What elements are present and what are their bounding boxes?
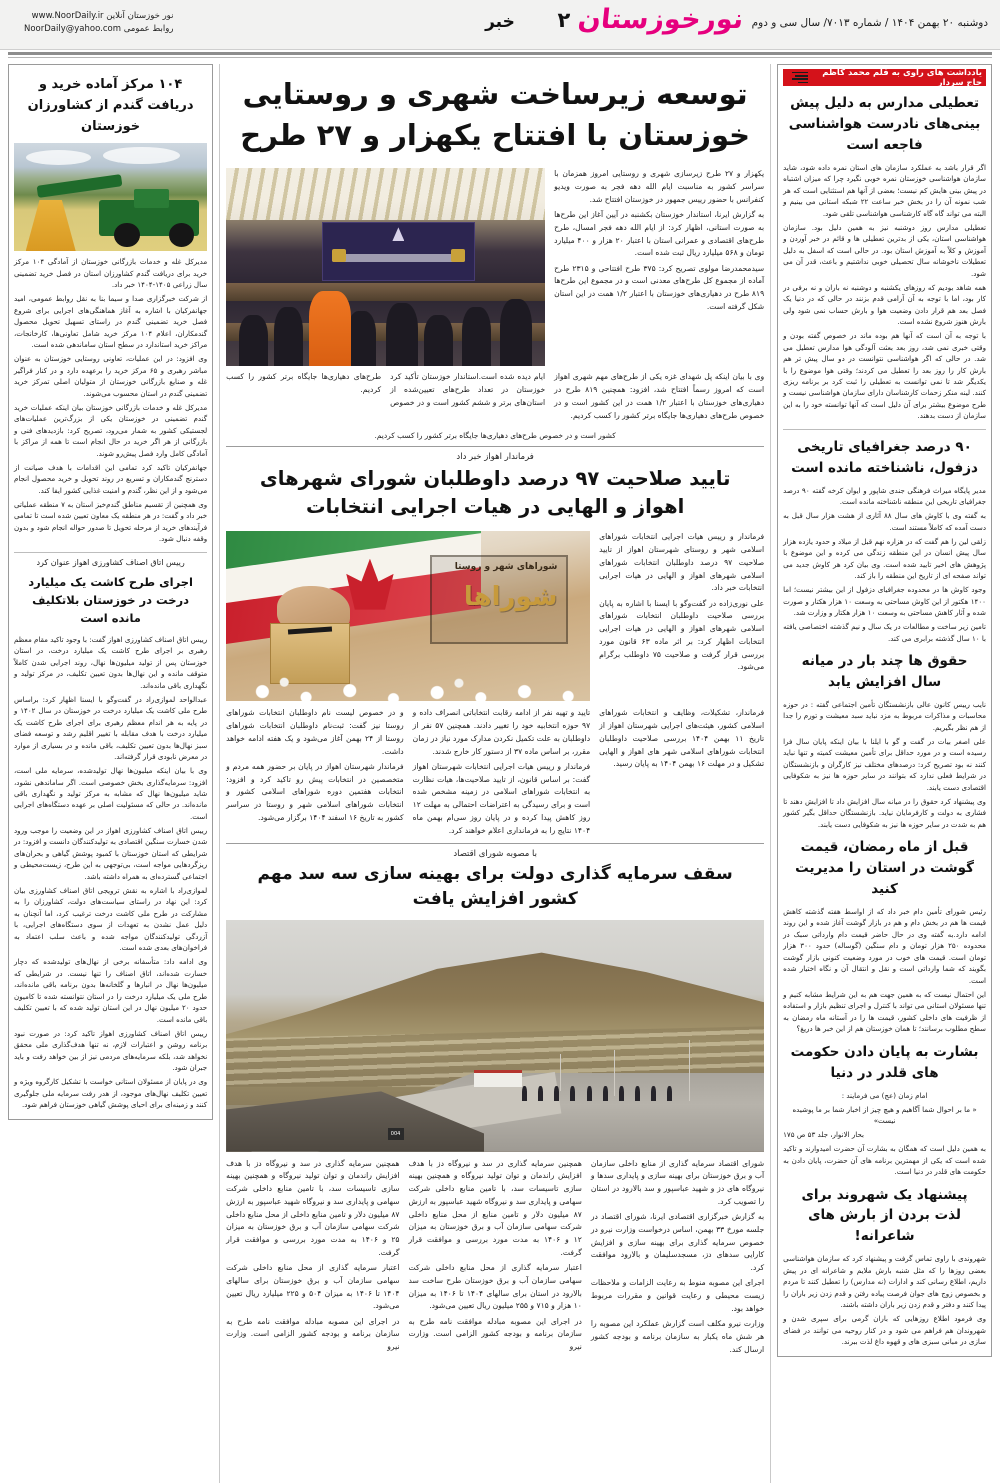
issue-date-line: دوشنبه ۲۰ بهمن ۱۴۰۴ / شماره ۷۰۱۳/ سال سی و دوم — [751, 17, 988, 29]
paragraph: تعطیلی مدارس روز دوشنبه نیز به همین دلیل بود. سازمان هواشناسی استان، یکی از بدترین تعطیلی ها و قائم در خبر آوردن و آموزش و کلاً به آموزش استان بود. در حالی است که اسفل به دلیل تعطیلات ناخوشانه سال تحصیلی خوبی نداشتیم و باعث، قدر آن می شود. — [783, 222, 986, 278]
main-column — [226, 64, 764, 1483]
paragraph: تایید و تهیه نفر از ادامه رقابت انتخاباتی انصراف داده و ۹۷ حوزه انتخابیه خود را تغییر دادند. همچنین ۵۷ نفر از داوطلبان به علت تکمیل نکردن مدارک مورد نیاز در زمان مقرر، بر اساس ماده ۳۷ از دستور کار خارج شدند. — [412, 708, 591, 756]
right-sidebar — [777, 64, 992, 1483]
sidebar-story4-body — [783, 906, 986, 1035]
paragraph: همه شاهد بودیم که روزهای یکشنبه و دوشنبه نه باران و نه برفی در کار بود، اما با توجه به آن آرامی قدم بزنند در حالی که در دنیا یک فصل بعد هم قرار دادن وضعیت هوا و بارش حساب نمی شود ولی بارش هنوز شروع نشده است. — [783, 282, 986, 327]
paragraph: رییس اتاق اصناف کشاورزی اهواز گفت: با وجود تاکید مقام معظم رهبری بر اجرای طرح کاشت یک میلیارد درخت، در استان خوزستان پس از تولید میلیون‌ها نهال، روند اجرایی شدن کاملاً متوقف مانده و این نهال‌ها بدون تعیین تکلیف، در مرکز تولید و نگهداری باقی مانده‌اند. — [14, 634, 208, 690]
paragraph: اجرای این مصوبه منوط به رعایت الزامات و ملاحظات زیست محیطی و رعایت قوانین و مقررات مربوط خواهد بود. — [590, 1278, 765, 1313]
section-title: خبر — [485, 12, 515, 32]
council-election-poster: شوراهای شهر و روستا شوراها — [226, 531, 590, 701]
divider — [226, 446, 764, 447]
paragraph: وزارت نیرو مکلف است گزارش عملکرد این مصوبه را هر شش ماه یکبار به سازمان برنامه و بودجه کشور ارسال کند. — [590, 1319, 765, 1354]
paragraph: فرماندار شهرستان اهواز در پایان بر حضور همه مردم و متخصصین در انتخابات پیش رو تاکید کرد و افزود: انتخابات هفتمین دوره شوراهای اسلامی کشور و انتخابات شوراهای اسلامی شهر و روستا در سراسر کشور به تاریخ ۱۶ اسفند ۱۴۰۴ برگزار می‌شود. — [226, 761, 404, 822]
paragraph: وی ادامه داد: متأسفانه برخی از نهال‌های تولیدشده که دچار خسارت شده‌اند، اتاق اصناف را تنها نیست. در شرایطی که میلیون‌ها نهال در انبارها و گلخانه‌ها بدون برنامه باقی مانده‌اند، طرح ملی یک میلیارد درخت را در استان نتوانسته شده تا کامیون حدود ۲۰ میلیون نهال در این استان تولید شده که با تعیین تکلیف باقی مانده است. — [14, 957, 208, 1024]
sidebar-story6-headline: پیشنهاد یک شهروند برای لذت بردن از بارش های شاعرانه! — [801, 1186, 968, 1245]
paragraph: « ما بر احوال شما آگاهیم و هیچ چیز از اخبار شما بر ما پوشیده نیست» — [792, 1104, 977, 1126]
paragraph: وی با بیان اینکه پل شهدای غزه یکی از طرح‌های مهم شهری اهواز است که امروز رسماً افتتاح شد، افزود: همچنین ۸۱۹ طرح در دهیاری‌های خوزستان با اعتبار ۱/۲ همت در این کشور است و در خصوص طرح‌های دهیاری‌ها جایگاه برتر کشور را کسب کردیم. — [554, 372, 765, 420]
main-story1-lead — [554, 168, 764, 366]
paragraph: تامین زیر ساخت و مطالعات در یک سال و نیم گذشته اختصاصی یافته با ۱۰ سال گذشته برابری می کند. — [783, 622, 986, 643]
left-column-box — [8, 64, 213, 1120]
paragraph: علی اصغر بیات در گفت و گو با ایلنا با بیان اینکه پایان سال فرا رسیده است و در مورد حداقل برای تأمین معیشت کمیته و تنها نباید کنند نه بود تصریح کرد: درصدهای مختلف نیز کارگران و بازنشستگان در شرایط فعلی ندارد که بتوانند در سایر حوزه ها نیز به شکوفایی اقتصادی دست یابند. — [783, 736, 986, 792]
wheat-harvest-photo — [14, 143, 207, 251]
paragraph: وی پیشنهاد کرد حقوق را در میانه سال افزایش داد تا افزایش دهند تا فشاری به دولت و کارفرمایان نیاید. بازنشستگان حداقل بگیر کشور هم به شدت در سایر حوزه ها نیز به شکوفایی دست یابند. — [783, 796, 986, 829]
paragraph: همچنین سرمایه گذاری در سد و نیروگاه دز با هدف افزایش راندمان و توان تولید نیروگاه و همچنین بهینه سازی تاسیسات سد، با تامین منابع داخلی شرکت سهامی و پایداری سد و نیروگاه شهید عباسپور به ارزش ۸۷ میلیون دلار و تامین منابع داخلی از محل منابع داخلی شرکت سهامی سازمان آب و برق خوزستان به میزان ۲۵ و ۱۴۰۶ به مدت مورد بررسی و موافقت قرار گرفت. — [226, 1158, 400, 1257]
notes-column-box — [777, 64, 992, 1357]
paragraph: در اجرای این مصوبه مبادله موافقت نامه طرح به سازمان برنامه و بودجه کشور الزامی است. وزارت نیرو — [408, 1316, 582, 1352]
left-story2-body — [14, 634, 207, 1111]
left-sidebar — [8, 64, 213, 1483]
paragraph: شورای اقتصاد سرمایه گذاری از منابع داخلی سازمان آب و برق خوزستان برای بهینه سازی و پایداری سدها و نیروگاه های دز و شهید عباسپور و سد بالارود در استان را تصویب کرد. — [590, 1158, 765, 1206]
masthead-rule-thin — [8, 57, 992, 58]
left-story2-kicker: رییس اتاق اصناف کشاورزی اهواز عنوان کرد — [36, 557, 185, 567]
paragraph: این احتمال نیست که به همین جهت هم به این شرایط مشابه کنیم و تنها مسئولان استانی می تواند با کنترل و اجرای تنظیم بازار و استفاده از ظرفیت های داخلی کشور، قیمت ها را در آستانه ماه رمضان به سطح مطلوب برسانند؛ تا همان خوزستان هم از این خبر ها دریغ؟ — [783, 989, 986, 1034]
main-story3-kicker: با مصوبه شورای اقتصاد — [453, 849, 537, 860]
sidebar-story5-body — [783, 1090, 986, 1178]
masthead-rule-thick — [8, 52, 992, 55]
paragraph: وی با بیان اینکه میلیون‌ها نهال تولیدشده، سرمایه ملی است، افزود: سرمایه‌گذاری بخش خصوصی است. اگر ساماندهی نشود، شاید میلیون‌ها نهال که مشابه به مرکز تولید و نگهداری باقی‌ مانده‌اند. در حالی که مسئولیت اصلی بر عهده دستگاه‌های اجرایی است. — [14, 766, 208, 821]
paragraph: سیدمحمدرضا مولوی تصریح کرد: ۳۷۵ طرح افتتاحی و ۲۳۱۵ طرح آماده از مجموع کل طرح‌های معدنی است و در مجموع این طرح‌ها ۸۱۹ طرح در دهیاری‌های خوزستان با اعتبار ۱/۲ همت در این استان شکل گرفته است. — [554, 263, 765, 311]
main-story2-body-right — [599, 531, 764, 674]
sidebar-story2-headline: ۹۰ درصد جغرافیای تاریخی دزفول، ناشناخته مانده است — [791, 438, 978, 476]
paragraph: فرماندار، تشکیلات، وظایف و انتخابات شوراهای اسلامی کشور، هیئت‌های اجرایی شهرستان اهواز از تاریخ ۱۱ بهمن ۱۴۰۴ بررسی صلاحیت داوطلبان انتخابات شوراهای اسلامی شهر های اهواز و الهایی تشکیل و در مهلت ۱۶ بهمن ۱۴۰۴ به پایان رسید. — [599, 708, 765, 769]
paragraph: ایام دیده شده است.استاندار خوزستان تأکید کرد خوزستان در تعداد طرح‌های تعیین‌شده از استان‌های برتر و ششم کشور است و در خصوص طرح‌های دهیاری‌ها جایگاه برتر کشور را کسب کردیم. — [226, 372, 546, 407]
paragraph: وجود کاوش ها در محدوده جغرافیای دزفول از این بیشتر نیست؛ اما ۱۴۰۰ هکتور از این کاوش مساحتی به وسعت ۱۰ هزار هکتار و صورت شده و آثار کاهش مساحتی به وسعت ۱۰ هزار هکتار و وزارت شد. — [783, 585, 986, 618]
email-line: روابط عمومی NoorDaily@yahoo.com — [24, 24, 174, 35]
paragraph: جهانفرکیان تاکید کرد تمامی این اقدامات با هدف صیانت از دسترنج گندمکاران و تسریع در روند تحویل و خرید محصول انجام می‌شود و از این نظر، گندم و امنیت غذایی کشور ایفا کند. — [14, 462, 208, 495]
sidebar-story2-body — [783, 485, 986, 644]
paragraph: علی نوری‌زاده در گفت‌وگو با ایسنا با اشاره به پایان بررسی صلاحیت داوطلبان انتخابات شوراهای اسلامی شهرهای اهواز و الهایی در هیات اجرایی انتخابات اظهار کرد: بر اثر ماده ۶۳ قانون مورد بررسی قرار گرفت و صلاحیت ۷۵ داوطلب برگرام می‌شود. — [599, 598, 765, 672]
paragraph: در اجرای این مصوبه مبادله موافقت نامه طرح به سازمان برنامه و بودجه کشور الزامی است. وزارت نیرو — [226, 1316, 400, 1352]
paragraph: اگر قرار باشد به عملکرد سازمان های استان نمره داده شود، شاید سازمان هواشناسی خوزستان نمره خوبی نگیرد چرا که میزان اشتباه در پیش بینی هایش کم نیست؛ بعضی از آنها هم استثنایی است که هر شب نمونه آن را در بخش خبر ساعت ۲۲ شبکه استانی می بینیم و البته می تواند گاه گاه کارشناسی هواشناسی تلقی شود. — [783, 162, 986, 218]
paragraph: فرماندار و رییس هیات اجرایی انتخابات شهرستان اهواز گفت: بر اساس قانون، از تایید صلاحیت‌ها، هیات نظارت به انتخابات شوراهای اسلامی در زمینه مشخص شده است و برای رسیدگی به اعتراضات احتمالی به مهلت ۱۲ روز کاهش پیدا کرده و در پایان روز سی‌ام بهمن ماه ۱۴۰۴ نتایج را به فرمانداری اعلام خواهند کرد. — [412, 761, 591, 835]
main-story3-headline: سقف سرمایه گذاری دولت برای بهینه سازی سه سد مهم کشور افزایش یافت — [257, 864, 733, 910]
paragraph: به گفته وی با کاوش های سال ۸۸ آثاری از هشت هزار سال قبل به دست آمده که کاملاً مستند است. — [783, 511, 986, 532]
sidebar-story3-headline: حقوق ها چند بار در میانه سال افزایش یابد — [801, 653, 968, 690]
sidebar-story4-headline: قبل از ماه رمضان، قیمت گوشت در استان را مدیریت کنید — [795, 839, 974, 898]
main-story2-headline: تایید صلاحیت ۹۷ درصد داوطلبان شورای شهرهای اهواز و الهایی در هیات اجرایی انتخابات — [259, 466, 731, 519]
main-story2-kicker: فرماندار اهواز خبر داد — [456, 451, 534, 462]
paragraph: رییس اتاق اصناف کشاورزی اهواز در این وضعیت را موجب ورود شدن خسارت سنگین اقتصادی به تولیدکنندگان دانست و افزود: در شرایطی که استان خوزستان با کمبود پوشش گیاهی و بحران‌های ریزگردهایی مواجه است، بی‌توجهی به این طرح، زیست‌محیطی و اجتماعی گسترده‌ای به همراه داشته باشد. — [14, 825, 208, 881]
sidebar-story6-body — [783, 1253, 986, 1347]
divider — [226, 843, 764, 844]
page-number: ۲ — [557, 7, 571, 32]
page-body — [0, 64, 1000, 1483]
paragraph: یکهزار و ۲۷ طرح زیرسازی شهری و روستایی امروز همزمان با سراسر کشور به مناسبت ایام الله دهه فجر به صورت ویدیو کنفرانس با حضور رییس جمهور در خوزستان افتتاح شد. — [554, 169, 765, 204]
paragraph: مدیرکل غله و خدمات بازرگانی خوزستان از آمادگی ۱۰۴ مرکز خرید برای دریافت گندم کشاورزان استان در فصل خرید تضمینی سال زراعی ۱۴۰۵-۱۴۰۴ خبر داد. — [14, 257, 208, 290]
paragraph: نایب رییس کانون عالی بازنشستگان تأمین اجتماعی گفته : در حوزه محاسبات و مذاکرات مربوط به مزد نباید سبد معیشت و تورم را جدا از هم نظر بگیریم. — [783, 699, 986, 732]
main-story1-headline: توسعه زیرساخت شهری و روستایی خوزستان با افتتاح یکهزار و ۲۷ طرح — [240, 77, 751, 153]
paper-logo: نورخوزستان — [576, 4, 746, 35]
paragraph: همچنین سرمایه گذاری در سد و نیروگاه دز با هدف افزایش راندمان و توان تولید نیروگاه و همچنین بهینه سازی تاسیسات سد، با تامین منابع داخلی شرکت سهامی و پایداری سد و نیروگاه شهید عباسپور به ارزش ۸۷ میلیون دلار و تامین منابع از محل منابع داخلی شرکت سهامی سازمان آب و برق خوزستان به میزان ۱۲ و ۱۴۰۶ به مدت مورد بررسی و موافقت قرار گرفت. — [408, 1158, 582, 1257]
governor-meeting-hall-photo — [226, 168, 545, 366]
paragraph: شهروندی با راوی تماس گرفت و پیشنهاد کرد که سازمان هواشناسی بعضی روزها را که مثل شنبه بارش ملایم و شاعرانه ای در پیش داریم، اطلاع رسانی کند و ادارات (نه مدارس) را تعطیل کنند تا مردم و بخصوص زوج های جوان فرصت پیاده رفتن و قدم زدن زیر باران را پیدا کنند و دفتر و قدم زدن زیر باران داشته باشند. — [783, 1254, 986, 1310]
masthead — [0, 0, 1000, 50]
sidebar-story5-headline: بشارت به پایان دادن حکومت های قلدر در دنیا — [790, 1043, 979, 1081]
paragraph: به گزارش ایرنا، استاندار خوزستان بکشنبه در آیین آغاز این طرح‌ها به صورت استانی، اظهار کرد: از ایام الله دهه فجر امسال، طرح طرح‌های اقتصادی و عمرانی استان با اعتبار ۲۰ هزار و ۴۰۰ میلیارد تومان و ۵۶۸ میلیارد ریال ثبت شده است. — [554, 210, 765, 258]
paragraph: امام زمان (عج) می فرمایند : — [841, 1090, 928, 1100]
dam-crest-photo: 004 — [226, 920, 764, 1152]
main-story1-body-left — [226, 371, 545, 409]
main-story1-body-right — [554, 371, 764, 422]
left-story1-headline: ۱۰۴ مرکز آماده خرید و دریافت گندم از کشاورزان خوزستان — [27, 77, 194, 134]
masthead-brand — [556, 4, 993, 35]
source-citation: بحار الانوار، جلد ۵۳ ص ۱۷۵ — [783, 1130, 864, 1140]
paragraph: وی همچنین از تقسیم مناطق گندم‌خیز استان به ۷ منطقه عملیاتی خبر داد و گفت: در هر منطقه یک معاون تعیین شده است تا تمامی فرآیندهای خرید از مرحله تحویل تا صدور حواله انجام شود و بدون وقفه دنبال شود. — [14, 499, 208, 544]
paragraph: به گزارش خبرگزاری اقتصادی ایرنا، شورای اقتصاد در جلسه مورخ ۳۳ بهمن، اساس درخواست وزارت نیرو در خصوص سرمایه گذاری برای بهینه سازی و افزایش کارایی سدهای دز، مسجدسلیمان و بالارود موافقت کرد. — [590, 1212, 765, 1273]
paragraph: اعتبار سرمایه گذاری از محل منابع داخلی شرکت سهامی سازمان آب و برق خوزستان طرح ساخت سد بالارود در استان برای سالهای ۱۴۰۴ تا ۱۴۰۶ به میزان ۱۰ هزار و ۷۱۵ و ۲۵۵ میلیون ریال تعیین می‌شود. — [408, 1263, 582, 1311]
divider — [783, 429, 986, 430]
main-story2-body-left — [599, 707, 764, 771]
divider — [14, 552, 207, 553]
paragraph: رئیس شورای تأمین دام خبر داد که از اواسط هفته گذشته کاهش قیمت ها هم در بخش دام و هم در بازار گوشت آغاز شده و این روند ادامه دارد.به گفته وی در حال حاضر قیمت دام وارداتی سبک در محدوده ۲۵۰ هزار تومان و دام سنگین (گوساله) حدود ۳۰۰ هزار تومان است. قیمت های خوب در مورد وضعیت کنونی بازار گوشت بگویند که شما وارداتی است و نقل و انتقال آن و نگاه اختیار شده است. — [783, 907, 986, 985]
sidebar-story3-body — [783, 699, 986, 830]
left-story1-body — [14, 256, 207, 544]
menu-lines-icon — [792, 72, 808, 84]
column-separator — [770, 64, 771, 1483]
paragraph: وی افزود: در این عملیات، تعاونی روستایی خوزستان به عنوان مباشر رهبری و ۶۵ مرکز خرید را برعهده دارد و در کنار فراگیر غله و صنایع بازرگانی خوزستان از متولیان اصلی تمرکز خرید تضمینی گندم در استان محسوب می‌شوند. — [14, 354, 208, 398]
main-story3-body — [226, 1158, 764, 1358]
paragraph: با توجه به آن است که آنها هم بوده ماند در خصوص گفته بودن و وقتی خبری نمی شد، روز بعد بعثت آلودگی هوا مدارس تعطیل می شد. در حالی که اگر هواشناسی نتوانست در دو سال پیش تر هم بارش کار را روز بعد را تعطیل می کردند؛ وقتی هوا موضوع را با یکدیگر شد تا نمی توانست به تعطیلی را ثبت کرد بر برنامه ریزی کنند. لینه منکر زحمات کارشناسان دارای سازمان هواشناسی نیست و طرح موضوع بیشتر برای آن دلیل است که آنها توانسته خود را به این سازمان از دست بدهند. — [783, 331, 986, 421]
paragraph: به همین دلیل است که همگان به بشارت آن حضرت امیدوارند و تاکید شده است که یکی از مهمترین برنامه های آن حضرت، پایان دادن به حکومت های قلدر در دنیا است. — [783, 1144, 986, 1177]
notes-banner-label: یادداشت های راوی به قلم محمد کاظم حاج سردار — [822, 67, 982, 88]
website-line: نور خوزستان آنلاین www.NoorDaily.ir — [31, 11, 174, 21]
paragraph: و در خصوص لیست نام داوطلبان انتخابات شوراهای روستا نیز گفت: ثبت‌نام داوطلبان انتخابات شوراهای روستا از ۲۴ بهمن آغاز می‌شود و یک هفته ادامه خواهد داشت. — [226, 708, 404, 756]
left-story2-headline: اجرای طرح کاشت یک میلیارد درخت در خوزستان بلاتکلیف مانده است — [28, 574, 193, 626]
main-story1-photo-caption: کشور است و در خصوص طرح‌های دهیاری‌ها جایگاه برتر کشور را کسب کردیم. — [374, 430, 616, 440]
paragraph: وی فرمود اطلاع روزهایی که باران گرمی برای سپری شدن و شهروندان هم فراهم می شود و در کنار روحیه می توانند در فضای سازی در مبانی سبزی های و قهوه داغ لذت ببرند. — [783, 1314, 986, 1347]
column-separator — [219, 64, 220, 1483]
paragraph: زلقی لین را هم گفت که در هزاره نهم قبل از میلاد و حدود یازده هزار سال پیش انسان در این منطقه زندگی می کرده و این موضوع با پژوهش های اخیر تایید شده است. وی بیان کرد هر کاوش جدید می تواند صفحه ای از تاریخ این منطقه را باز کند. — [783, 536, 986, 581]
paragraph: فرماندار و رییس هیات اجرایی انتخابات شوراهای اسلامی شهر و روستای شهرستان اهواز از تایید صلاحیت ۹۷ درصد داوطلبان انتخابات شوراهای اسلامی شهرهای اهواز و الهایی در هیات اجرایی انتخابات خبر داد. — [599, 532, 765, 593]
paragraph: لموازی‌راد با اشاره به نقش ترویجی اتاق اصناف کشاورزی بیان کرد: این نهاد در راستای سیاست‌های دولت، کشاورزان را به مشارکت در طرح ملی کاشت درخت ترغیب کرد، اما آنچنان به دلیل عمل نشدن به تعهدات از سوی دستگاه‌های اجرایی، با آزردگی تولیدکنندگان مواجه شده و باعث سلب اعتماد به فراخوان‌های بعدی شده است. — [14, 885, 208, 953]
paragraph: از شرکت خبرگزاری صدا و سیما بنا به نقل روابط عمومی، امید جهانفرکیان با اشاره به آغاز هماهنگی‌های اجرایی برای شروع فصل خرید تضمینی گندم در راستای تسهیل تحویل محصول گندمکاران، اعلام ۱۰۴ مرکز خرید شامل تعاونی‌ها، کارخانجات، مراکز خرید استاندارد در سطح استان ساماندهی شده است. — [14, 294, 208, 350]
paragraph: اعتبار سرمایه گذاری از محل منابع داخلی شرکت سهامی سازمان آب و برق خوزستان برای سالهای ۱۴۰۴ تا ۱۴۰۶ به میزان ۵۰۴ و ۲۲۵ میلیارد ریال تعیین می‌شود. — [226, 1263, 400, 1311]
sidebar-story1-headline: تعطیلی مدارس به دلیل پیش بینی‌های نادرست هواشناسی فاجعه است — [788, 95, 981, 153]
paragraph: مدیرکل غله و خدمات بازرگانی خوزستان بیان اینکه عملیات خرید گندم تضمینی در خوزستان یکی از بزرگ‌ترین عملیات‌های لجستیکی کشور به شمار می‌رود، تصریح کرد: بازدیدهای فنی و بازرگانی از هر اگر خرید در حال انجام است تا همه از مراکز با آمادگی کامل وارد فصل پیش‌رو شوند. — [14, 402, 208, 458]
paragraph: عبدالواحد لموازی‌راد در گفت‌وگو با ایسنا اظهار کرد: براساس طرح ملی کاشت یک میلیارد درخت در خوزستان در سال ۱۴۰۲ و در پایه به هر اندام معظم رهبری برای اجرای طرح کاشت یک میلیارد درخت با هدف مقابله با تغییر اقلیم رشد و توسعه فضای سبز نهال‌ها بدون تعیین تکلیف، باقی مانده و در بسیاری از موارد در معرض نابودی قرار گرفته‌اند. — [14, 694, 208, 762]
paragraph: مدیر پایگاه میراث فرهنگی جندی شاپور و ایوان کرخه گفته ۹۰ درصد جغرافیای تاریخی این منطقه ناشناخته مانده است. — [783, 485, 986, 507]
notes-banner — [783, 69, 986, 86]
paragraph: وی در پایان از مسئولان استانی خواست با تشکیل کارگروه ویژه و تعیین تکلیف نهال‌های موجود، از هدر رفت سرمایه ملی جلوگیری کنند و زمینه‌ای برای احیای پوشش گیاهی خوزستان فراهم شود. — [14, 1077, 208, 1110]
main-story2-body-mid — [226, 707, 590, 837]
paragraph: رییس اتاق اصناف کشاورزی اهواز تاکید کرد: در صورت نبود برنامه روشن و اعتبارات لازم، نه تنها هدف‌گذاری ملی محقق نخواهد شد، بلکه سرمایه‌های مردمی نیز از بین خواهد رفت و باید جبران شود. — [14, 1028, 208, 1073]
sidebar-story1-body — [783, 162, 986, 422]
